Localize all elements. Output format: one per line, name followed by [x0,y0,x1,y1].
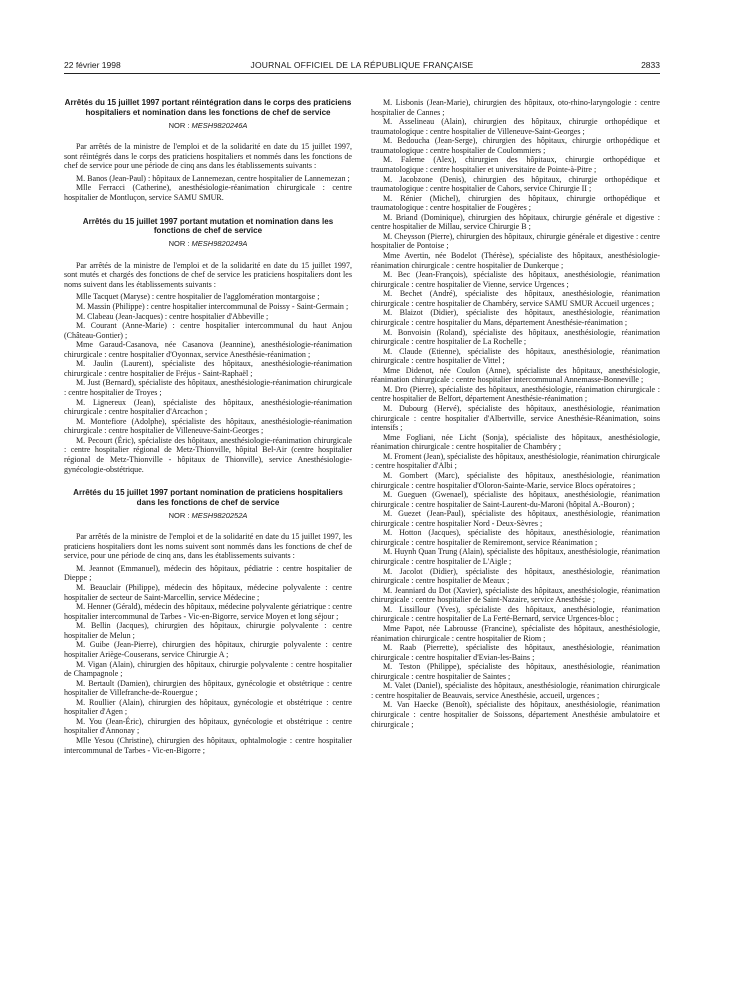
entry: M. Bechet (André), spécialiste des hôpitaux, anesthésiologie, réanimation chirurgicale : centre hospitalier de Chambéry, service SAMU SMUR Accueil urgences ; [371,289,660,308]
entry: Mme Papot, née Labrousse (Francine), spécialiste des hôpitaux, anesthésiologie, réanimation chirurgicale : centre hospitalier de Riom ; [371,623,660,643]
entry: M. Cheysson (Pierre), chirurgien des hôpitaux, chirurgie générale et digestive : centre hospitalier de Pontoise ; [371,231,660,251]
nor-code: MESH9820249A [191,239,248,249]
page-header [64,60,660,74]
section-intro: Par arrêtés de la ministre de l'emploi et de la solidarité en date du 15 juillet 1997, les praticiens hospitaliers dont les noms suivent sont nommés dans les fonctions de chef de service, pour une période de cinq ans, dans les établissements suivants : [64,532,352,561]
entry: M. Gombert (Marc), spécialiste des hôpitaux, anesthésiologie, réanimation chirurgicale : centre hospitalier d'Oloron-Sainte-Marie, service Blocs opératoires ; [371,470,660,490]
entry: M. Jaulin (Laurent), spécialiste des hôpitaux, anesthésiologie-réanimation chirurgicale : centre hospitalier de Fréjus - Saint-Raphaël ; [64,359,352,378]
entry: M. Pecourt (Éric), spécialiste des hôpitaux, anesthésiologie-réanimation chirurgicale : centre hospitalier régional de Metz-Thionville, hôpital Bel-Air (centre hospitalier régional de Metz-Thionville - hôpitaux de Thionville), service Anesthésiologie-gynécologie-obstétrique. [64,435,352,474]
nor-label: NOR : [168,510,190,520]
header-rule [64,73,660,74]
entry: M. Froment (Jean), spécialiste des hôpitaux, anesthésiologie, réanimation chirurgicale : centre hospitalier d'Albi ; [371,451,660,471]
entry: Mme Didenot, née Coulon (Anne), spécialiste des hôpitaux, anesthésiologie, réanimation chirurgicale : centre hospitalier intercommunal Annemasse-Bonneville ; [371,365,660,385]
left-column [64,98,352,755]
entry: M. Vigan (Alain), chirurgien des hôpitaux, chirurgie polyvalente : centre hospitalier de Champagnole ; [64,659,352,679]
entry: M. Claude (Etienne), spécialiste des hôpitaux, anesthésiologie, réanimation chirurgicale : centre hospitalier de Vittel ; [371,346,660,366]
entry: M. Clabeau (Jean-Jacques) : centre hospitalier d'Abbeville ; [76,311,269,321]
nor-code: MESH9820252A [191,510,248,520]
entry: M. You (Jean-Éric), chirurgien des hôpitaux, gynécologie et obstétrique : centre hospitalier d'Annonay ; [64,716,352,736]
entry: Mme Garaud-Casanova, née Casanova (Jeannine), anesthésiologie-réanimation chirurgicale : centre hospitalier d'Oyonnax, service Anesthésie-réanimation ; [64,340,352,359]
nor-reference [64,121,352,131]
entry: M. Blaizot (Didier), spécialiste des hôpitaux, anesthésiologie, réanimation chirurgicale : centre hospitalier du Mans, département Anesthésie-réanimation ; [371,308,660,327]
entry: M. Roullier (Alain), chirurgien des hôpitaux, gynécologie et obstétrique : centre hospitalier d'Agen ; [64,697,352,717]
entry: M. Faleme (Alex), chirurgien des hôpitaux, chirurgie orthopédique et traumatologique : centre hospitalier et universitaire de Pointe-à-Pitre ; [371,155,660,174]
entry: M. Briand (Dominique), chirurgien des hôpitaux, chirurgie générale et digestive : centre hospitalier de Millau, service Chirurgie B ; [371,212,660,232]
entry: M. Lignereux (Jean), spécialiste des hôpitaux, anesthésiologie-réanimation chirurgicale : centre hospitalier d'Arcachon ; [64,397,352,417]
entry: M. Dubourg (Hervé), spécialiste des hôpitaux, anesthésiologie, réanimation chirurgicale : centre hospitalier d'Albertville, service Anesthésie-Réanimation, soins intensifs ; [371,404,660,433]
nor-reference [64,511,352,521]
nor-label: NOR : [168,120,190,130]
entry: M. Raab (Pierrette), spécialiste des hôpitaux, anesthésiologie, réanimation chirurgicale : centre hospitalier d'Evian-les-Bains ; [371,643,660,662]
nor-label: NOR : [168,239,190,249]
entry: M. Bedoucha (Jean-Serge), chirurgien des hôpitaux, chirurgie orthopédique et traumatologique : centre hospitalier de Coulommiers ; [371,136,660,155]
header-journal-title: JOURNAL OFFICIEL DE LA RÉPUBLIQUE FRANÇAISE [250,60,474,70]
section-intro: Par arrêtés de la ministre de l'emploi et de la solidarité en date du 15 juillet 1997, sont réintégrés dans le corps des praticiens hospitaliers et nommés dans les fonctions de chef de service pour une période de cinq ans dans les établissements suivants : [64,142,352,171]
entry: Mlle Yesou (Christine), chirurgien des hôpitaux, ophtalmologie : centre hospitalier intercommunal de Tarbes - Vic-en-Bigorre ; [64,736,352,755]
entry: Mlle Tacquet (Maryse) : centre hospitalier de l'agglomération montargoise ; [76,292,320,302]
entry: M. Jeannot (Emmanuel), médecin des hôpitaux, pédiatrie : centre hospitalier de Dieppe ; [64,563,352,583]
entry: M. Teston (Philippe), spécialiste des hôpitaux, anesthésiologie, réanimation chirurgicale : centre hospitalier de Saintes ; [371,662,660,681]
header-date: 22 février 1998 [64,60,121,70]
entry: M. Jacobzone (Denis), chirurgien des hôpitaux, chirurgie orthopédique et traumatologique : centre hospitalier de Cahors, service Chirurgie II ; [371,174,660,194]
entry: M. Bonvoisin (Roland), spécialiste des hôpitaux, anesthésiologie, réanimation chirurgicale : centre hospitalier de La Rochelle ; [371,327,660,347]
section-nomination [64,488,352,755]
entry: M. Van Haecke (Benoît), spécialiste des hôpitaux, anesthésiologie, réanimation chirurgicale : centre hospitalier de Soissons, département Anesthésie ambulatoire et chirurgicale ; [371,700,660,729]
section-title: Arrêtés du 15 juillet 1997 portant mutation et nomination dans les fonctions de chef de service [82,216,334,236]
entry: M. Huynh Quan Trung (Alain), spécialiste des hôpitaux, anesthésiologie, réanimation chirurgicale : centre hospitalier de L'Aigle ; [371,547,660,566]
section-title: Arrêtés du 15 juillet 1997 portant réintégration dans le corps des praticiens hospitaliers et nomination dans les fonctions de chef de service [64,98,352,117]
entry: M. Henner (Gérald), médecin des hôpitaux, médecine polyvalente gériatrique : centre hospitalier intercommunal de Tarbes - Vic-en-Bigorre, service Moyen et long séjour ; [64,602,352,621]
entry: M. Montefiore (Adolphe), spécialiste des hôpitaux, anesthésiologie-réanimation chirurgicale : centre hospitalier de Villeneuve-Saint-Georges ; [64,416,352,436]
entry: M. Bertault (Damien), chirurgien des hôpitaux, gynécologie et obstétrique : centre hospitalier de Villefranche-de-Rouergue ; [64,678,352,698]
entry: M. Jeanniard du Dot (Xavier), spécialiste des hôpitaux, anesthésiologie, réanimation chirurgicale : centre hospitalier de Saint-Nazaire, service Anesthésie ; [371,585,660,605]
entry: Mlle Ferracci (Catherine), anesthésiologie-réanimation chirurgicale : centre hospitalier de Montluçon, service SAMU SMUR. [64,183,352,202]
entry: M. Dro (Pierre), spécialiste des hôpitaux, anesthésiologie, réanimation chirurgicale : centre hospitalier de Belfort, département Anesthésie-réanimation ; [371,384,660,404]
header-page-number: 2833 [641,60,660,70]
entry: M. Jacolot (Didier), spécialiste des hôpitaux, anesthésiologie, réanimation chirurgicale : centre hospitalier de Meaux ; [371,566,660,586]
entry: M. Banos (Jean-Paul) : hôpitaux de Lannemezan, centre hospitalier de Lannemezan ; [76,173,350,183]
entry: M. Lissillour (Yves), spécialiste des hôpitaux, anesthésiologie, réanimation chirurgicale : centre hospitalier de La Ferté-Bernard, service Urgences-bloc ; [371,604,660,624]
section-reintegration [64,98,352,203]
entry: M. Asselineau (Alain), chirurgien des hôpitaux, chirurgie orthopédique et traumatologique : centre hospitalier de Villeneuve-Saint-Georges ; [371,117,660,136]
entry: M. Bec (Jean-François), spécialiste des hôpitaux, anesthésiologie, réanimation chirurgicale : centre hospitalier de Vienne, service Urgences ; [371,270,660,289]
entry: M. Guezet (Jean-Paul), spécialiste des hôpitaux, anesthésiologie, réanimation chirurgicale : centre hospitalier Nord - Deux-Sèvres ; [371,509,660,528]
nor-reference [64,239,352,249]
entry: M. Beauclair (Philippe), médecin des hôpitaux, médecine polyvalente : centre hospitalier de secteur de Saint-Marcellin, service Médecine ; [64,583,352,602]
entry: M. Hotton (Jacques), spécialiste des hôpitaux, anesthésiologie, réanimation chirurgicale : centre hospitalier de Remiremont, service Réanimation ; [371,528,660,547]
section-intro: Par arrêtés de la ministre de l'emploi et de la solidarité en date du 15 juillet 1997, sont mutés et chargés des fonctions de chef de service les praticiens hospitaliers dont les noms suivent dans les établissements suivants : [64,260,352,289]
entry: M. Rénier (Michel), chirurgien des hôpitaux, chirurgie orthopédique et traumatologique : centre hospitalier de Fougères ; [371,193,660,213]
entry: M. Lisbonis (Jean-Marie), chirurgien des hôpitaux, oto-rhino-laryngologie : centre hospitalier de Cannes ; [371,98,660,117]
entry: M. Guibe (Jean-Pierre), chirurgien des hôpitaux, chirurgie polyvalente : centre hospitalier Ariège-Couserans, service Chirurgie A ; [64,640,352,659]
entry: Mme Fogliani, née Licht (Sonja), spécialiste des hôpitaux, anesthésiologie, réanimation chirurgicale : centre hospitalier de Chambéry ; [371,432,660,452]
section-mutation [64,217,352,475]
entry: M. Just (Bernard), spécialiste des hôpitaux, anesthésiologie-réanimation chirurgicale : centre hospitalier de Troyes ; [64,378,352,397]
entry: Mme Avertin, née Bodelot (Thérèse), spécialiste des hôpitaux, anesthésiologie-réanimation chirurgicale : centre hospitalier de Dunkerque ; [371,251,660,270]
right-column [371,98,660,729]
section-title: Arrêtés du 15 juillet 1997 portant nomination de praticiens hospitaliers dans les fonctions de chef de service [73,488,343,507]
nor-code: MESH9820246A [191,120,248,130]
entry: M. Gueguen (Gwenael), spécialiste des hôpitaux, anesthésiologie, réanimation chirurgicale : centre hospitalier de Saint-Laurent-du-Maroni (hôpital A.-Bouron) ; [371,490,660,509]
entry: M. Courant (Anne-Marie) : centre hospitalier intercommunal du haut Anjou (Château-Gontier) ; [64,321,352,340]
entry: M. Bellin (Jacques), chirurgien des hôpitaux, chirurgie polyvalente : centre hospitalier de Melun ; [64,621,352,640]
entry: M. Massin (Philippe) : centre hospitalier intercommunal de Poissy - Saint-Germain ; [76,301,349,311]
entry: M. Valet (Daniel), spécialiste des hôpitaux, anesthésiologie, réanimation chirurgicale : centre hospitalier de Beauvais, service Anesthésie, accueil, urgences ; [371,681,660,700]
